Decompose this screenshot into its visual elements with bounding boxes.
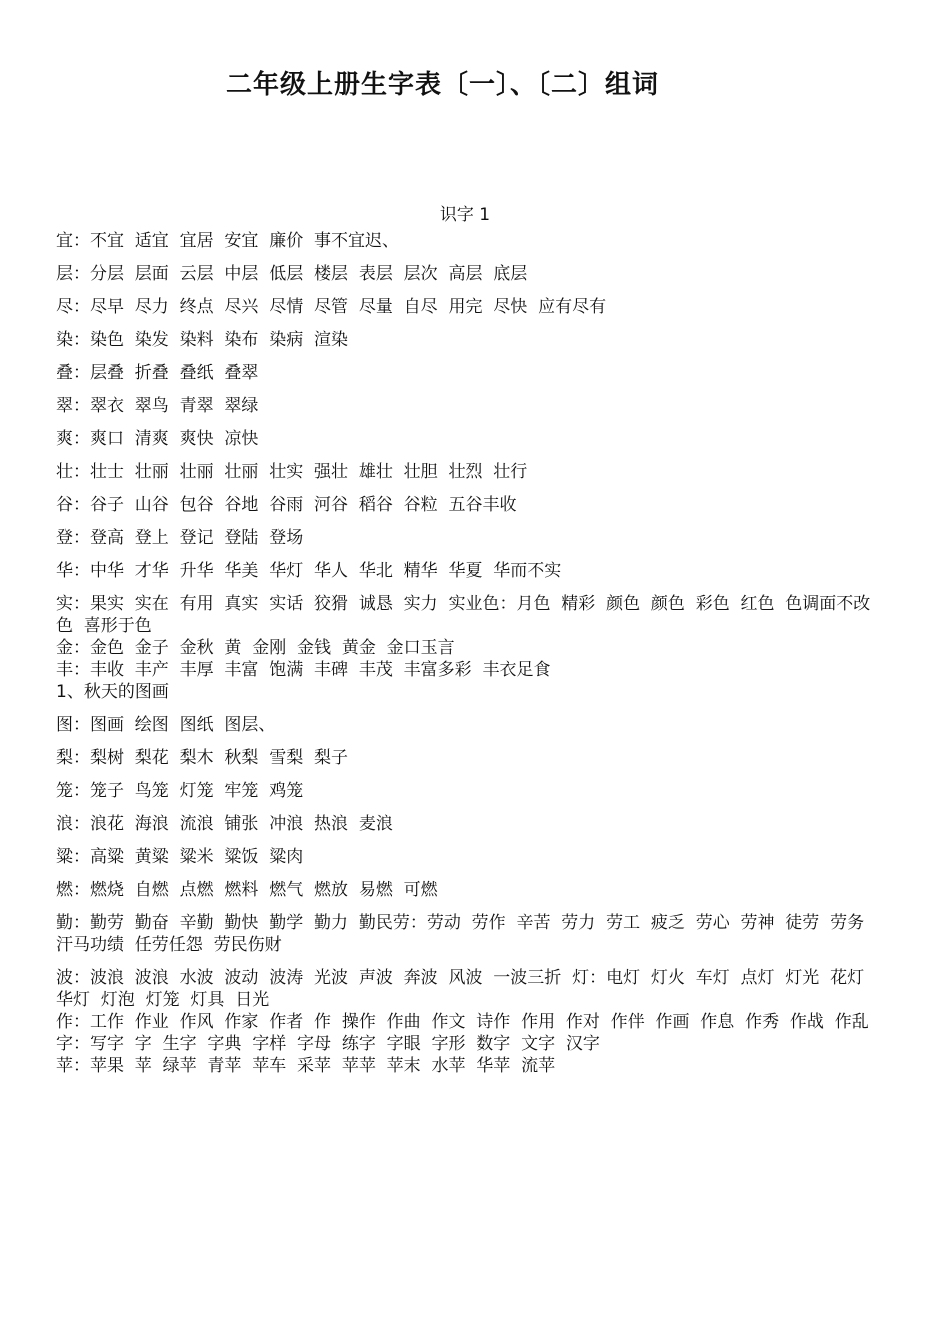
word-line-shi: 实：果实 实在 有用 真实 实话 狡猾 诚恳 实力 实业色：月色 精彩 颜色 颜色 彩色 红色 色调面不改色 喜形于色	[56, 594, 871, 636]
lesson-heading: 1、秋天的图画	[56, 682, 169, 702]
page-title: 二年级上册生字表〔一〕、〔二〕组词	[225, 70, 659, 100]
word-line-bo: 波：波浪 波浪 水波 波动 波涛 光波 声波 奔波 风波 一波三折 灯：电灯 灯火 车灯 点灯 灯光 花灯 华灯 灯泡 灯笼 灯具 日光	[56, 968, 875, 1010]
word-line-qin: 勤：勤劳 勤奋 辛勤 勤快 勤学 勤力 勤民劳：劳动 劳作 辛苦 劳力 劳工 疲乏 劳心 劳神 徒劳 劳务 汗马功绩 任劳任怨 劳民伤财	[56, 913, 875, 955]
word-line-liang: 粱：高粱 黄粱 粱米 粱饭 粱肉	[56, 847, 304, 867]
word-line-yi: 宜：不宜 适宜 宜居 安宜 廉价 事不宜迟、	[56, 231, 400, 251]
word-line-deng: 登：登高 登上 登记 登陆 登场	[56, 528, 304, 548]
word-line-zi: 字：写字 字 生字 字典 字样 字母 练字 字眼 字形 数字 文字 汉字	[56, 1034, 600, 1054]
word-line-ceng: 层：分层 层面 云层 中层 低层 楼层 表层 层次 高层 底层	[56, 264, 528, 284]
word-line-gu: 谷：谷子 山谷 包谷 谷地 谷雨 河谷 稻谷 谷粒 五谷丰收	[56, 495, 517, 515]
word-line-jin-gold: 金：金色 金子 金秋 黄 金刚 金钱 黄金 金口玉言	[56, 638, 455, 658]
word-line-li: 梨：梨树 梨花 梨木 秋梨 雪梨 梨子	[56, 748, 349, 768]
word-line-cui: 翠：翠衣 翠鸟 青翠 翠绿	[56, 396, 259, 416]
word-line-tu: 图：图画 绘图 图纸 图层、	[56, 715, 276, 735]
word-line-feng: 丰：丰收 丰产 丰厚 丰富 饱满 丰碑 丰茂 丰富多彩 丰衣足食	[56, 660, 551, 680]
word-line-jin: 尽：尽早 尽力 终点 尽兴 尽情 尽管 尽量 自尽 用完 尽快 应有尽有	[56, 297, 607, 317]
word-line-ran-burn: 燃：燃烧 自燃 点燃 燃料 燃气 燃放 易燃 可燃	[56, 880, 438, 900]
word-line-lang: 浪：浪花 海浪 流浪 铺张 冲浪 热浪 麦浪	[56, 814, 393, 834]
word-line-zhuang: 壮：壮士 壮丽 壮丽 壮丽 壮实 强壮 雄壮 壮胆 壮烈 壮行	[56, 462, 528, 482]
word-line-shuang: 爽：爽口 清爽 爽快 凉快	[56, 429, 259, 449]
section-heading: 识字 1	[439, 205, 491, 225]
word-line-ping: 苹：苹果 苹 绿苹 青苹 苹车 采苹 苹苹 苹末 水苹 华苹 流苹	[56, 1056, 556, 1076]
word-line-hua: 华：中华 才华 升华 华美 华灯 华人 华北 精华 华夏 华而不实	[56, 561, 562, 581]
word-line-zuo: 作：工作 作业 作风 作家 作者 作 操作 作曲 作文 诗作 作用 作对 作伴 作画 作息 作秀 作战 作乱	[56, 1012, 869, 1032]
word-line-long: 笼：笼子 鸟笼 灯笼 牢笼 鸡笼	[56, 781, 304, 801]
word-line-die: 叠：层叠 折叠 叠纸 叠翠	[56, 363, 259, 383]
word-list	[56, 230, 876, 1077]
word-line-ran: 染：染色 染发 染料 染布 染病 渲染	[56, 330, 349, 350]
